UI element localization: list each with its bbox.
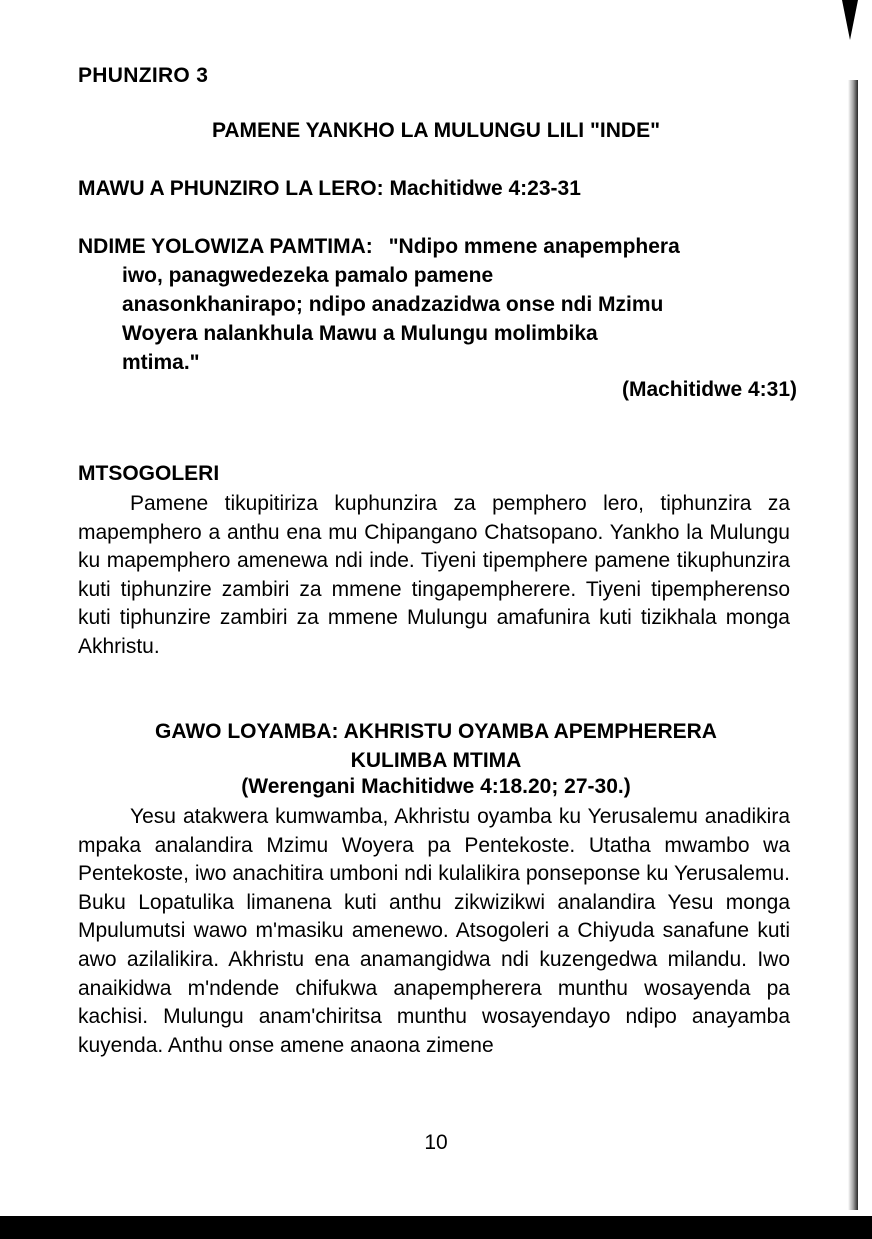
part1-reading-reference: (Werengani Machitidwe 4:18.20; 27-30.) [241, 775, 631, 798]
memory-verse-reference: (Machitidwe 4:31) [621, 378, 797, 401]
scan-bottom-bar [0, 1216, 872, 1239]
intro-heading: MTSOGOLERI [78, 462, 220, 485]
memory-verse-label: NDIME YOLOWIZA PAMTIMA: [78, 235, 373, 258]
memory-verse-line: mtima." [122, 351, 200, 374]
page-number: 10 [424, 1131, 448, 1154]
lesson-title: PAMENE YANKHO LA MULUNGU LILI "INDE" [211, 119, 661, 142]
part1-heading-line: GAWO LOYAMBA: AKHRISTU OYAMBA APEMPHERERA [155, 720, 717, 743]
part1-heading [0, 717, 872, 775]
part1-paragraph: Yesu atakwera kumwamba, Akhristu oyamba ku Yerusalemu anadikira mpaka analandira Mzimu Woyera pa Pentekoste. Utatha mwambo wa Pentekoste, iwo anachitira umboni ndi kulalikira ponseponse ku Yerusalemu. Buku Lopatulika limanena kuti anthu zikwizikwi analandira Yesu monga Mpulumutsi wawo m'masiku amenewo. Atsogoleri a Chiyuda sanafune kuti awo azilalikira. Akhristu ena anamangidwa ndi kuzengedwa milandu. Iwo anaikidwa m'ndende chifukwa anapempherera munthu wosayenda pa kachisi. Mulungu anam'chiritsa munthu wosayendayo ndipo anayamba kuyenda. Anthu onse amene anaona zimene [78, 805, 790, 1057]
intro-paragraph: Pamene tikupitiriza kuphunzira za pemphero lero, tiphunzira za mapemphero a anthu ena mu Chipangano Chatsopano. Yankho la Mulungu ku mapemphero amenewa ndi inde. Tiyeni tipemphere pamene tikuphunzira kuti tiphunzire zambiri za mmene tingapempherere. Tiyeni tipempherenso kuti tiphunzire zambiri za mmene Mulungu amafunira kuti tizikhala monga Akhristu. [78, 492, 790, 658]
lesson-number: PHUNZIRO 3 [78, 64, 209, 87]
memory-verse-line: iwo, panagwedezeka pamalo pamene [122, 264, 494, 287]
scan-corner-mark [842, 0, 858, 40]
lesson-reading: MAWU A PHUNZIRO LA LERO: Machitidwe 4:23-31 [78, 177, 581, 200]
memory-verse-line: "Ndipo mmene anapemphera [388, 235, 680, 258]
memory-verse [78, 232, 818, 377]
scan-edge-shadow [848, 80, 858, 1210]
memory-verse-line: anasonkhanirapo; ndipo anadzazidwa onse ndi Mzimu [122, 293, 664, 316]
memory-verse-line: Woyera nalankhula Mawu a Mulungu molimbika [122, 322, 598, 345]
part1-heading-line: KULIMBA MTIMA [350, 749, 522, 772]
